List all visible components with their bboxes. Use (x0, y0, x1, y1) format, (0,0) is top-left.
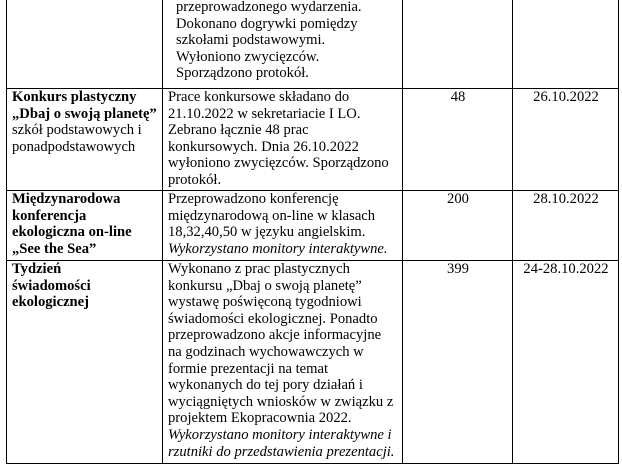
date-cell: 24-28.10.2022 (513, 261, 619, 464)
participants-cell: 399 (403, 261, 513, 464)
event-description-cell (163, 89, 403, 191)
event-title: Międzynarodowa konferencja ekologiczna on-line „See the Sea” (12, 191, 132, 257)
table-row (7, 89, 619, 191)
participants-cell (403, 0, 513, 89)
events-table (6, 0, 619, 464)
date-cell: 26.10.2022 (513, 89, 619, 191)
event-name-cell (7, 0, 163, 89)
event-description-cell (163, 0, 403, 89)
event-note: Wykorzystano monitory interaktywne i rzutniki do przedstawienia prezentacji. (168, 426, 395, 460)
event-subtitle: szkół podstawowych i ponadpodstawowych (12, 122, 142, 155)
event-name-cell (7, 261, 163, 464)
event-description: Przeprowadzono konferencję międzynarodową on-line w klasach 18,32,40,50 w języku angielskim. (168, 191, 376, 241)
participants-cell: 200 (403, 191, 513, 261)
table-row (7, 261, 619, 464)
event-description-cell (163, 191, 403, 261)
event-description: Wykonano z prac plastycznych konkursu „Dbaj o swoją planetę” wystawę poświęconą tygodniowi świadomości ekologicznej. Ponadto przeprowadzono akcje informacyjne na godzinach wychowawczych w formie prezentacji na temat wykonanych do tej pory działań i wyciągniętych wniosków w związku z projektem Ekopracownia 2022. (168, 261, 394, 427)
event-name-cell (7, 191, 163, 261)
participants-cell: 48 (403, 89, 513, 191)
event-name-cell (7, 89, 163, 191)
date-cell: 28.10.2022 (513, 191, 619, 261)
event-note: Wykorzystano monitory interaktywne. (168, 240, 388, 257)
event-description: Prace konkursowe składano do 21.10.2022 w sekretariacie I LO. Zebrano łącznie 48 prac konkursowych. Dnia 26.10.2022 wyłoniono zwycięzców. Sporządzono protokół. (168, 89, 389, 188)
event-title: Konkurs plastyczny „Dbaj o swoją planetę” (12, 89, 157, 122)
date-cell (513, 0, 619, 89)
table-row (7, 0, 619, 89)
table-row (7, 191, 619, 261)
event-title: Tydzień świadomości ekologicznej (12, 261, 91, 311)
event-description: przeprowadzonego wydarzenia. Dokonano dogrywki pomiędzy szkołami podstawowymi. Wyłoniono zwycięzców. Sporządzono protokół. (176, 0, 362, 82)
event-description-cell (163, 261, 403, 464)
